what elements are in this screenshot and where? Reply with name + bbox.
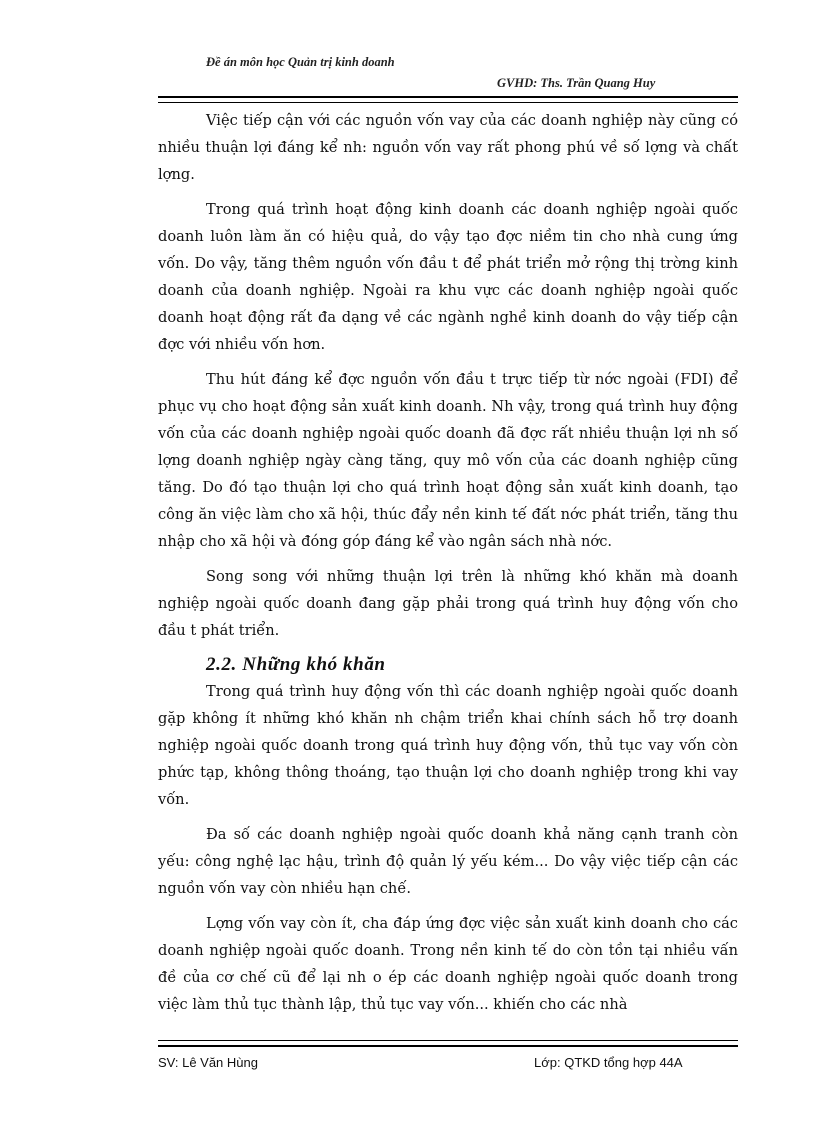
paragraph-3: Thu hút đáng kể đợc nguồn vốn đầu t trực tiếp từ nớc ngoài (FDI) để phục vụ cho hoạt động sản xuất kinh doanh. Nh vậy, trong quá trình huy động vốn của các doanh nghiệp ngoài quốc doanh đã đợc rất nhiều thuận lợi nh số lợng doanh nghiệp ngày càng tăng, quy mô vốn của các doanh nghiệp cũng tăng. Do đó tạo thuận lợi cho quá trình hoạt động sản xuất kinh doanh, tạo công ăn việc làm cho xã hội, thúc đẩy nền kinh tế đất nớc phát triển, tăng thu nhập cho xã hội và đóng góp đáng kể vào ngân sách nhà nớc. [158, 371, 738, 550]
footer-class: Lớp: QTKD tổng hợp 44A [534, 1055, 683, 1070]
header-course-title: Đề án môn học Quản trị kinh doanh [206, 55, 395, 69]
paragraph-7: Lợng vốn vay còn ít, cha đáp ứng đợc việc sản xuất kinh doanh cho các doanh nghiệp ngoài quốc doanh. Trong nền kinh tế do còn tồn tại nhiều vấn đề của cơ chế cũ để lại nh o ép các doanh nghiệp ngoài quốc doanh trong việc làm thủ tục thành lập, thủ tục vay vốn... khiến cho các nhà [158, 915, 738, 1013]
paragraph-1: Việc tiếp cận với các nguồn vốn vay của các doanh nghiệp này cũng có nhiều thuận lợi đáng kể nh: nguồn vốn vay rất phong phú về số lợng và chất lợng. [158, 112, 738, 183]
section-heading: 2.2. Những khó khăn [206, 654, 386, 675]
paragraph-5: Trong quá trình huy động vốn thì các doanh nghiệp ngoài quốc doanh gặp không ít những khó khăn nh chậm triển khai chính sách hỗ trợ doanh nghiệp ngoài quốc doanh trong quá trình huy động vốn, thủ tục vay vốn còn phức tạp, không thông thoáng, tạo thuận lợi cho doanh nghiệp trong khi vay vốn. [158, 683, 738, 808]
paragraph-4: Song song với những thuận lợi trên là những khó khăn mà doanh nghiệp ngoài quốc doanh đang gặp phải trong quá trình huy động vốn cho đầu t phát triển. [158, 568, 738, 639]
header-divider [158, 96, 738, 103]
page-body [158, 107, 738, 1026]
paragraph-2: Trong quá trình hoạt động kinh doanh các doanh nghiệp ngoài quốc doanh luôn làm ăn có hiệu quả, do vậy tạo đợc niềm tin cho nhà cung ứng vốn. Do vậy, tăng thêm nguồn vốn đầu t để phát triển mở rộng thị trờng kinh doanh của doanh nghiệp. Ngoài ra khu vực các doanh nghiệp ngoài quốc doanh hoạt động rất đa dạng về các ngành nghề kinh doanh do vậy tiếp cận đợc với nhiều vốn hơn. [158, 201, 738, 353]
paragraph-6: Đa số các doanh nghiệp ngoài quốc doanh khả năng cạnh tranh còn yếu: công nghệ lạc hậu, trình độ quản lý yếu kém... Do vậy việc tiếp cận các nguồn vốn vay còn nhiều hạn chế. [158, 826, 738, 897]
footer-student: SV: Lê Văn Hùng [158, 1055, 258, 1070]
header-advisor: GVHD: Ths. Trần Quang Huy [497, 76, 656, 90]
footer-divider [158, 1040, 738, 1047]
